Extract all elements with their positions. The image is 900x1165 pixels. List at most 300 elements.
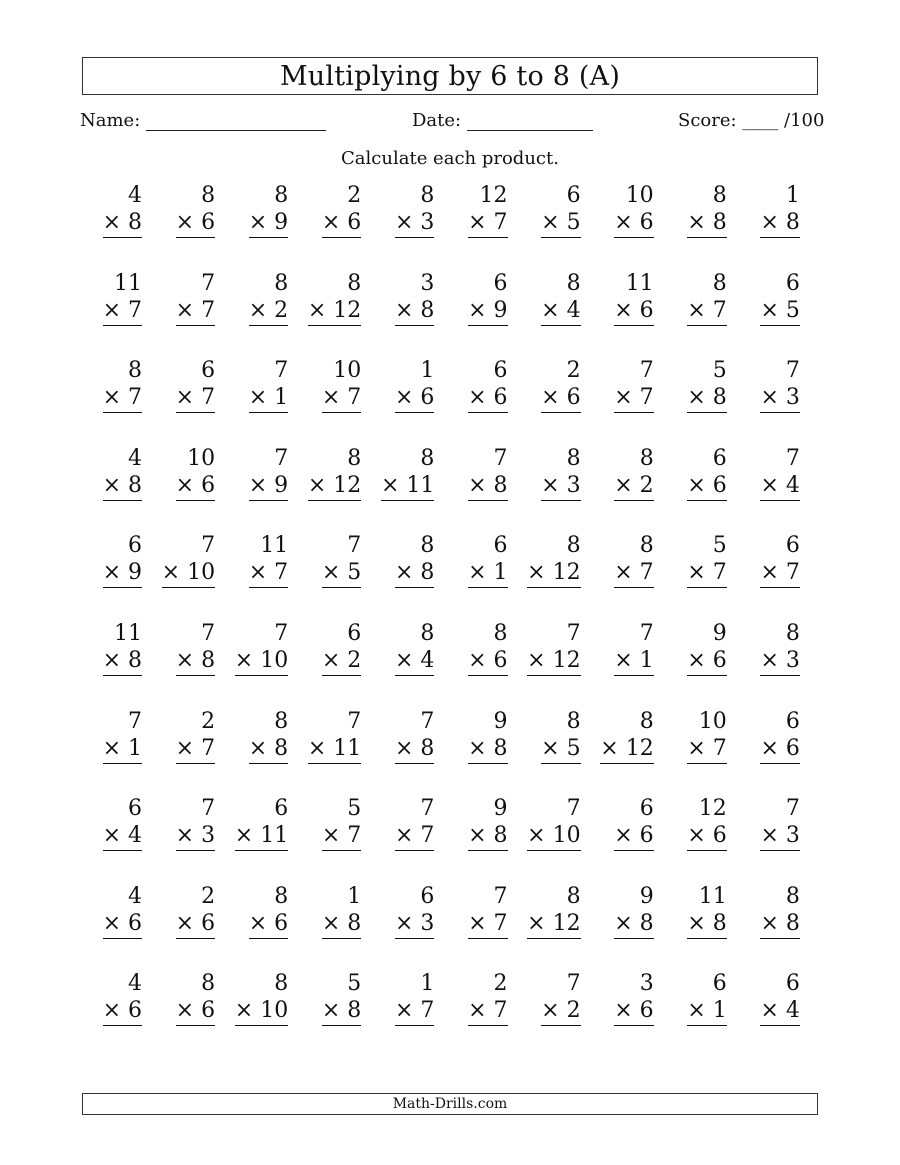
multiplicand: 8 bbox=[566, 270, 581, 296]
multiplier: × 5 bbox=[760, 298, 799, 326]
multiplier: × 11 bbox=[308, 736, 361, 764]
multiplier: × 4 bbox=[760, 998, 799, 1026]
problem bbox=[448, 620, 508, 674]
problem bbox=[228, 182, 288, 236]
multiplier: × 7 bbox=[176, 385, 215, 413]
multiplier: × 1 bbox=[687, 998, 726, 1026]
problem bbox=[228, 708, 288, 762]
multiplier: × 9 bbox=[468, 298, 507, 326]
problem bbox=[301, 708, 361, 762]
footer bbox=[82, 1093, 818, 1115]
multiplier: × 7 bbox=[468, 210, 507, 238]
multiplicand: 7 bbox=[566, 971, 581, 997]
multiplier: × 12 bbox=[308, 473, 361, 501]
problem bbox=[228, 357, 288, 411]
problem bbox=[374, 357, 434, 411]
problem bbox=[228, 445, 288, 499]
multiplicand: 7 bbox=[785, 796, 800, 822]
problem bbox=[301, 883, 361, 937]
instruction: Calculate each product. bbox=[341, 148, 559, 169]
problem bbox=[301, 357, 361, 411]
title-box bbox=[82, 57, 818, 95]
problem bbox=[594, 795, 654, 849]
multiplier: × 4 bbox=[103, 823, 142, 851]
problem bbox=[667, 270, 727, 324]
multiplicand: 7 bbox=[347, 708, 362, 734]
name-blank[interactable] bbox=[146, 110, 326, 131]
multiplicand: 7 bbox=[785, 358, 800, 384]
problem bbox=[228, 532, 288, 586]
problem bbox=[155, 795, 215, 849]
score-field bbox=[678, 110, 824, 131]
multiplicand: 9 bbox=[712, 621, 727, 646]
multiplier: × 3 bbox=[395, 911, 434, 939]
multiplicand: 8 bbox=[274, 883, 289, 909]
problem bbox=[82, 532, 142, 586]
multiplier: × 3 bbox=[760, 385, 799, 413]
multiplier: × 5 bbox=[322, 560, 361, 588]
problem bbox=[667, 357, 727, 411]
problem bbox=[301, 620, 361, 674]
problem bbox=[521, 970, 581, 1024]
multiplicand: 7 bbox=[420, 708, 435, 734]
multiplicand: 4 bbox=[128, 183, 142, 208]
multiplier: × 8 bbox=[468, 823, 507, 851]
multiplicand: 2 bbox=[493, 971, 508, 997]
multiplicand: 11 bbox=[625, 270, 654, 296]
multiplicand: 8 bbox=[128, 358, 142, 384]
multiplicand: 7 bbox=[493, 445, 508, 471]
multiplicand: 7 bbox=[639, 621, 654, 646]
multiplier: × 7 bbox=[614, 385, 653, 413]
multiplier: × 6 bbox=[614, 298, 653, 326]
multiplier: × 6 bbox=[176, 210, 215, 238]
multiplicand: 8 bbox=[201, 971, 216, 997]
problem bbox=[301, 532, 361, 586]
multiplier: × 11 bbox=[381, 473, 434, 501]
multiplicand: 6 bbox=[420, 883, 435, 909]
multiplicand: 7 bbox=[639, 358, 654, 384]
problem bbox=[155, 182, 215, 236]
problem bbox=[448, 270, 508, 324]
problem bbox=[155, 708, 215, 762]
multiplier: × 12 bbox=[527, 560, 580, 588]
date-label: Date: bbox=[412, 110, 462, 131]
multiplier: × 7 bbox=[614, 560, 653, 588]
problem bbox=[155, 357, 215, 411]
multiplicand: 7 bbox=[274, 445, 289, 471]
multiplier: × 8 bbox=[103, 210, 142, 238]
multiplicand: 8 bbox=[493, 621, 508, 646]
multiplier: × 6 bbox=[687, 473, 726, 501]
multiplicand: 8 bbox=[274, 183, 289, 208]
problem bbox=[740, 270, 800, 324]
problem bbox=[448, 795, 508, 849]
problem bbox=[448, 883, 508, 937]
multiplicand: 7 bbox=[201, 796, 216, 822]
multiplicand: 12 bbox=[479, 183, 508, 208]
multiplicand: 8 bbox=[347, 445, 362, 471]
problem bbox=[594, 270, 654, 324]
multiplier: × 7 bbox=[468, 998, 507, 1026]
multiplicand: 1 bbox=[347, 883, 362, 909]
multiplicand: 7 bbox=[493, 883, 508, 909]
multiplier: × 12 bbox=[308, 298, 361, 326]
problem bbox=[521, 357, 581, 411]
problem bbox=[301, 445, 361, 499]
multiplicand: 8 bbox=[347, 270, 362, 296]
multiplicand: 11 bbox=[114, 270, 142, 296]
multiplicand: 4 bbox=[128, 445, 142, 471]
multiplicand: 6 bbox=[785, 708, 800, 734]
multiplier: × 7 bbox=[687, 298, 726, 326]
multiplicand: 6 bbox=[785, 270, 800, 296]
multiplier: × 8 bbox=[395, 560, 434, 588]
multiplicand: 11 bbox=[698, 883, 727, 909]
multiplier: × 6 bbox=[176, 998, 215, 1026]
multiplicand: 2 bbox=[566, 358, 581, 384]
multiplier: × 5 bbox=[541, 210, 580, 238]
multiplier: × 8 bbox=[322, 998, 361, 1026]
multiplier: × 12 bbox=[527, 911, 580, 939]
multiplicand: 4 bbox=[128, 971, 142, 997]
problem bbox=[374, 270, 434, 324]
problem bbox=[301, 182, 361, 236]
problem bbox=[740, 620, 800, 674]
multiplicand: 8 bbox=[420, 533, 435, 559]
multiplier: × 4 bbox=[395, 648, 434, 676]
problem bbox=[82, 182, 142, 236]
multiplicand: 11 bbox=[114, 621, 142, 646]
multiplier: × 8 bbox=[395, 298, 434, 326]
problem bbox=[228, 883, 288, 937]
multiplier: × 7 bbox=[760, 560, 799, 588]
multiplier: × 2 bbox=[249, 298, 288, 326]
problem bbox=[521, 795, 581, 849]
multiplier: × 7 bbox=[687, 560, 726, 588]
multiplicand: 7 bbox=[274, 621, 289, 646]
multiplier: × 6 bbox=[614, 998, 653, 1026]
multiplier: × 6 bbox=[760, 736, 799, 764]
problem bbox=[82, 445, 142, 499]
multiplier: × 6 bbox=[687, 648, 726, 676]
multiplier: × 6 bbox=[176, 473, 215, 501]
problem bbox=[228, 620, 288, 674]
multiplicand: 3 bbox=[639, 971, 654, 997]
multiplicand: 7 bbox=[420, 796, 435, 822]
problem bbox=[228, 795, 288, 849]
multiplier: × 6 bbox=[249, 911, 288, 939]
multiplicand: 6 bbox=[128, 533, 142, 559]
problem bbox=[82, 795, 142, 849]
multiplicand: 9 bbox=[493, 708, 508, 734]
multiplier: × 6 bbox=[468, 648, 507, 676]
multiplier: × 7 bbox=[395, 823, 434, 851]
problem bbox=[448, 532, 508, 586]
multiplicand: 10 bbox=[187, 445, 216, 471]
multiplier: × 3 bbox=[541, 473, 580, 501]
problem bbox=[740, 795, 800, 849]
multiplier: × 6 bbox=[176, 911, 215, 939]
multiplicand: 10 bbox=[333, 358, 362, 384]
problem bbox=[521, 532, 581, 586]
multiplicand: 8 bbox=[274, 270, 289, 296]
multiplicand: 5 bbox=[347, 796, 362, 822]
problem bbox=[521, 270, 581, 324]
score-label: Score: ____ /100 bbox=[678, 110, 825, 131]
multiplier: × 2 bbox=[322, 648, 361, 676]
multiplier: × 8 bbox=[103, 648, 142, 676]
problem bbox=[740, 532, 800, 586]
problem bbox=[448, 445, 508, 499]
multiplier: × 10 bbox=[235, 998, 288, 1026]
multiplicand: 7 bbox=[201, 621, 216, 646]
multiplier: × 12 bbox=[600, 736, 653, 764]
multiplier: × 10 bbox=[527, 823, 580, 851]
multiplier: × 4 bbox=[760, 473, 799, 501]
multiplier: × 3 bbox=[395, 210, 434, 238]
multiplier: × 7 bbox=[322, 385, 361, 413]
multiplier: × 3 bbox=[760, 648, 799, 676]
multiplicand: 7 bbox=[347, 533, 362, 559]
multiplier: × 7 bbox=[103, 298, 142, 326]
problem bbox=[374, 620, 434, 674]
problem bbox=[82, 270, 142, 324]
multiplier: × 2 bbox=[541, 998, 580, 1026]
multiplier: × 10 bbox=[235, 648, 288, 676]
multiplicand: 6 bbox=[347, 621, 362, 646]
multiplier: × 6 bbox=[395, 385, 434, 413]
problem bbox=[594, 883, 654, 937]
multiplier: × 8 bbox=[687, 911, 726, 939]
problem bbox=[594, 357, 654, 411]
problem bbox=[82, 970, 142, 1024]
multiplier: × 8 bbox=[395, 736, 434, 764]
multiplier: × 8 bbox=[760, 911, 799, 939]
problem bbox=[301, 270, 361, 324]
multiplier: × 7 bbox=[687, 736, 726, 764]
problem bbox=[374, 532, 434, 586]
problem bbox=[667, 620, 727, 674]
multiplier: × 4 bbox=[541, 298, 580, 326]
problem bbox=[448, 357, 508, 411]
multiplicand: 6 bbox=[493, 358, 508, 384]
multiplicand: 7 bbox=[128, 708, 142, 734]
multiplier: × 7 bbox=[176, 736, 215, 764]
problem bbox=[155, 883, 215, 937]
multiplicand: 7 bbox=[785, 445, 800, 471]
multiplicand: 6 bbox=[712, 971, 727, 997]
multiplicand: 8 bbox=[274, 971, 289, 997]
multiplicand: 8 bbox=[785, 621, 800, 646]
multiplicand: 6 bbox=[712, 445, 727, 471]
multiplicand: 8 bbox=[420, 183, 435, 208]
multiplicand: 6 bbox=[201, 358, 216, 384]
multiplicand: 6 bbox=[785, 533, 800, 559]
date-blank[interactable] bbox=[467, 110, 593, 131]
multiplier: × 8 bbox=[249, 736, 288, 764]
multiplier: × 8 bbox=[468, 736, 507, 764]
problem bbox=[740, 357, 800, 411]
problem bbox=[374, 708, 434, 762]
multiplier: × 9 bbox=[249, 473, 288, 501]
problem bbox=[374, 795, 434, 849]
multiplicand: 8 bbox=[785, 883, 800, 909]
multiplicand: 8 bbox=[566, 445, 581, 471]
problem bbox=[667, 795, 727, 849]
problem bbox=[667, 532, 727, 586]
multiplier: × 8 bbox=[614, 911, 653, 939]
multiplier: × 7 bbox=[176, 298, 215, 326]
multiplicand: 6 bbox=[493, 533, 508, 559]
multiplier: × 9 bbox=[249, 210, 288, 238]
multiplicand: 3 bbox=[420, 270, 435, 296]
multiplier: × 1 bbox=[249, 385, 288, 413]
multiplicand: 5 bbox=[712, 533, 727, 559]
multiplicand: 6 bbox=[785, 971, 800, 997]
multiplier: × 8 bbox=[176, 648, 215, 676]
multiplicand: 7 bbox=[201, 533, 216, 559]
problem bbox=[374, 182, 434, 236]
problem bbox=[301, 970, 361, 1024]
problem bbox=[521, 445, 581, 499]
multiplier: × 6 bbox=[103, 998, 142, 1026]
multiplicand: 6 bbox=[639, 796, 654, 822]
problem bbox=[448, 182, 508, 236]
problem bbox=[374, 883, 434, 937]
multiplier: × 6 bbox=[687, 823, 726, 851]
problem bbox=[740, 445, 800, 499]
problem bbox=[667, 883, 727, 937]
multiplier: × 8 bbox=[760, 210, 799, 238]
multiplier: × 8 bbox=[687, 210, 726, 238]
multiplicand: 8 bbox=[420, 445, 435, 471]
multiplier: × 6 bbox=[614, 210, 653, 238]
problem bbox=[594, 620, 654, 674]
multiplier: × 3 bbox=[176, 823, 215, 851]
multiplicand: 2 bbox=[347, 183, 362, 208]
problem bbox=[740, 883, 800, 937]
problem bbox=[594, 708, 654, 762]
multiplier: × 8 bbox=[468, 473, 507, 501]
problem bbox=[82, 357, 142, 411]
multiplicand: 8 bbox=[201, 183, 216, 208]
multiplier: × 9 bbox=[103, 560, 142, 588]
multiplier: × 8 bbox=[103, 473, 142, 501]
problem bbox=[155, 445, 215, 499]
name-field[interactable] bbox=[80, 110, 326, 131]
problem bbox=[594, 182, 654, 236]
multiplicand: 6 bbox=[274, 796, 289, 822]
problem bbox=[374, 445, 434, 499]
problem bbox=[448, 970, 508, 1024]
problem bbox=[740, 970, 800, 1024]
multiplier: × 2 bbox=[614, 473, 653, 501]
multiplicand: 6 bbox=[566, 183, 581, 208]
multiplicand: 8 bbox=[566, 883, 581, 909]
problem bbox=[82, 883, 142, 937]
name-label: Name: bbox=[80, 110, 141, 131]
multiplier: × 7 bbox=[395, 998, 434, 1026]
worksheet-title: Multiplying by 6 to 8 (A) bbox=[279, 60, 621, 92]
problem bbox=[82, 620, 142, 674]
problem bbox=[228, 270, 288, 324]
problem bbox=[521, 620, 581, 674]
multiplier: × 6 bbox=[322, 210, 361, 238]
problem bbox=[594, 532, 654, 586]
problem bbox=[594, 970, 654, 1024]
multiplicand: 8 bbox=[639, 445, 654, 471]
problem bbox=[667, 708, 727, 762]
problem bbox=[155, 270, 215, 324]
multiplicand: 10 bbox=[625, 183, 654, 208]
multiplicand: 2 bbox=[201, 883, 216, 909]
multiplicand: 1 bbox=[785, 183, 800, 208]
multiplier: × 11 bbox=[235, 823, 288, 851]
multiplicand: 8 bbox=[566, 533, 581, 559]
multiplicand: 8 bbox=[420, 621, 435, 646]
date-field[interactable] bbox=[412, 110, 593, 131]
problem bbox=[448, 708, 508, 762]
multiplicand: 7 bbox=[274, 358, 289, 384]
multiplicand: 5 bbox=[712, 358, 727, 384]
multiplicand: 6 bbox=[128, 796, 142, 822]
problem bbox=[740, 708, 800, 762]
multiplicand: 5 bbox=[347, 971, 362, 997]
problem bbox=[521, 708, 581, 762]
multiplier: × 7 bbox=[322, 823, 361, 851]
multiplicand: 4 bbox=[128, 883, 142, 909]
multiplicand: 1 bbox=[420, 358, 435, 384]
problem bbox=[667, 182, 727, 236]
multiplier: × 8 bbox=[687, 385, 726, 413]
multiplicand: 7 bbox=[566, 621, 581, 646]
problem bbox=[374, 970, 434, 1024]
multiplier: × 8 bbox=[322, 911, 361, 939]
multiplicand: 11 bbox=[260, 533, 289, 559]
multiplicand: 6 bbox=[493, 270, 508, 296]
problem bbox=[594, 445, 654, 499]
problem bbox=[667, 445, 727, 499]
multiplicand: 8 bbox=[566, 708, 581, 734]
multiplicand: 9 bbox=[639, 883, 654, 909]
multiplicand: 1 bbox=[420, 971, 435, 997]
multiplier: × 1 bbox=[468, 560, 507, 588]
multiplier: × 6 bbox=[541, 385, 580, 413]
multiplicand: 9 bbox=[493, 796, 508, 822]
multiplier: × 3 bbox=[760, 823, 799, 851]
problem bbox=[301, 795, 361, 849]
multiplier: × 10 bbox=[162, 560, 215, 588]
multiplier: × 6 bbox=[614, 823, 653, 851]
multiplier: × 1 bbox=[614, 648, 653, 676]
multiplicand: 7 bbox=[566, 796, 581, 822]
problem bbox=[521, 182, 581, 236]
multiplier: × 12 bbox=[527, 648, 580, 676]
multiplicand: 2 bbox=[201, 708, 216, 734]
multiplier: × 7 bbox=[468, 911, 507, 939]
multiplicand: 12 bbox=[698, 796, 727, 822]
problem bbox=[155, 970, 215, 1024]
multiplicand: 7 bbox=[201, 270, 216, 296]
problem bbox=[155, 620, 215, 674]
problem bbox=[521, 883, 581, 937]
problem bbox=[155, 532, 215, 586]
multiplier: × 7 bbox=[249, 560, 288, 588]
multiplicand: 8 bbox=[712, 183, 727, 208]
multiplier: × 1 bbox=[103, 736, 142, 764]
multiplicand: 8 bbox=[639, 533, 654, 559]
